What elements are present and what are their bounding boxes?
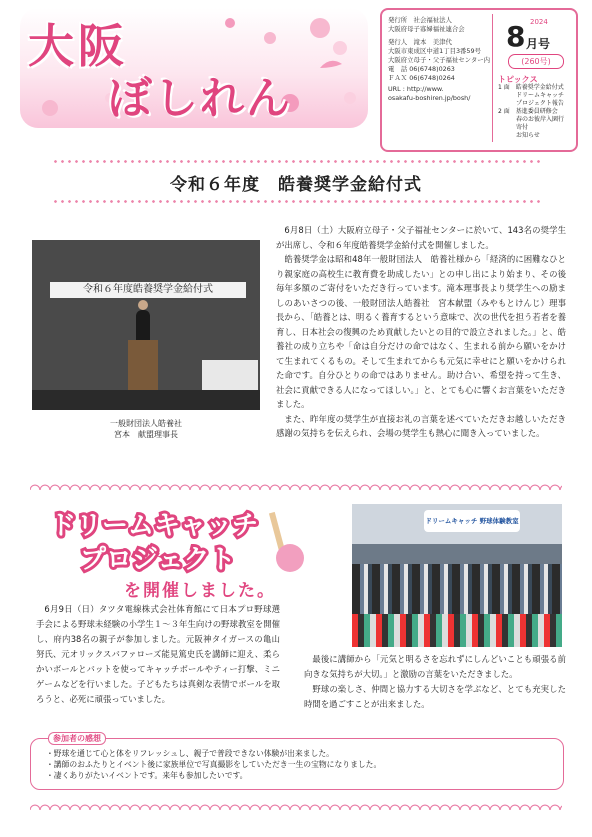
publisher-line: 大阪府立母子・父子福祉センター内 — [388, 56, 490, 64]
article2-body-right — [304, 652, 566, 712]
masthead-title-line2: ぼしれん — [108, 73, 292, 124]
paragraph: 6月8日（土）大阪府立母子・父子福祉センターに於いて、143名の奨学生が出席し、令和６年度皓養奨学金給付式を開催しました。 — [276, 225, 566, 250]
article1-body — [276, 223, 566, 441]
publisher-line: 電 話 06(6748)0263 — [388, 65, 455, 73]
dream-catch-title — [46, 502, 306, 578]
paragraph: 6月9日（日）タツタ電線株式会社体育館にて日本プロ野球選手会による野球未経験の小学生１〜３年生向けの野球教室を開催し、府内38名の親子が参加しました。元阪神タイガースの亀山努氏、元オリックスバファローズ能見篤史氏を講師に迎え、柔らかいボールとバットを使ってキャッチボールやティー打撃、ミニゲームなどを行いました。子どもたちは真剣な表情でボールを取ろうと、必死に頑張っていました。 — [36, 604, 280, 704]
scallop-divider — [30, 480, 562, 490]
paragraph: 皓養奨学金は昭和48年一般財団法人 皓養社様から「経済的に困難なひとり親家庭の高校生に教育費を助成したい」との申し出により始まり、その後毎年多額のご寄付をいただき行っています。滝本理事長より奨学生への励ましのあいさつの後、一般財団法人皓養社 宮本献盟（みやもとけんじ）理事長から、「皓養とは、明るく養育するという意味で、次の世代を担う若者を養育し、日本社会の復興のため貢献したいとの目的で設立されました。」と、皓養社の成り立ちや「命は自分だけの命ではなく、生まれる前から願いをかけて生まれてくるもの。そして生まれてからも元気に幸せにと願いをかけられた命です。自分ひとりの命ではありません。助け合い、希望を持って生き、社会に貢献できる人になってほしい。」と、とても心に響くお言葉をいただきました。 — [276, 254, 566, 409]
baseball-group-photo — [352, 504, 562, 647]
year-badge: 2024 — [530, 18, 548, 26]
month-number: 8 — [506, 20, 526, 53]
ceremony-photo — [32, 240, 260, 410]
caption-line: 宮本 献盟理事長 — [114, 430, 178, 439]
paragraph: 最後に講師から「元気と明るさを忘れずにしんどいことも頑張る前向きな気持ちが大切。」と激励の言葉をいただきました。 — [304, 654, 566, 679]
publisher-line: 大阪府母子寡婦福祉連合会 — [388, 25, 465, 33]
topic-item: ドリームキャッチ — [498, 92, 565, 99]
topics-heading: トピックス — [498, 75, 538, 84]
ceremony-caption — [32, 418, 260, 440]
impression-item: ・講師のおふたりとイベント後に家族単位で写真撮影をしていただき一生の宝物になりました。 — [46, 760, 382, 769]
issue-number: (260号) — [508, 54, 564, 69]
article1-headline: 令和６年度 皓養奨学金給付式 — [170, 175, 422, 195]
impression-item: ・野球を通じて心と体をリフレッシュし、親子で普段できない体験が出来ました。 — [46, 749, 334, 758]
caption-line: 一般財団法人皓養社 — [110, 419, 182, 428]
paragraph: 野球の楽しさ、仲間と協力する大切さを学ぶなど、とても充実した時間を過ごすことが出来ました。 — [304, 684, 566, 709]
dream-title-line1: ドリームキャッチ — [50, 511, 259, 541]
bottom-scallop-divider — [30, 800, 562, 810]
photo-banner: ドリームキャッチ 野球体験教室 — [424, 510, 520, 532]
dream-catch-subtitle: を開催しました。 — [124, 581, 276, 601]
headline-top-rule — [52, 160, 542, 163]
topic-item: お知らせ — [498, 132, 540, 139]
headline-bottom-rule — [52, 200, 542, 203]
impressions-list — [46, 748, 546, 781]
topics-list — [498, 84, 572, 140]
publisher-line: 発行所 社会福祉法人 — [388, 16, 452, 24]
masthead-title-line1: 大阪 — [28, 19, 128, 73]
topic-item: 春のお彼岸入園行 — [498, 116, 565, 123]
article2-body-left — [36, 602, 280, 707]
publisher-line: ＦＡＸ 06(6748)0264 — [388, 74, 455, 82]
dream-title-line2: プロジェクト — [80, 545, 236, 575]
topic-item: 2 面 基進委員研修会 — [498, 108, 558, 115]
publisher-divider — [492, 14, 493, 142]
impressions-heading: 参加者の感想 — [48, 732, 106, 745]
paragraph: また、昨年度の奨学生が直接お礼の言葉を述べていただきお越しいただき感謝の気持ちを伝えられ、会場の奨学生も熱心に聞き入っていました。 — [276, 413, 566, 438]
topic-item: プロジェクト報告 — [498, 100, 564, 107]
publisher-line: URL : http://www. — [388, 85, 444, 93]
publisher-line: osakafu-boshiren.jp/bosh/ — [388, 94, 471, 102]
topic-item: 寄付 — [498, 124, 529, 131]
topic-item: 1 面 皓養奨学金給付式 — [498, 84, 564, 91]
publisher-info — [388, 16, 492, 103]
impression-item: ・凄くありがたいイベントです。来年も参加したいです。 — [46, 771, 248, 780]
publisher-line: 大阪市東成区中道1丁目3番59号 — [388, 47, 481, 55]
ceremony-banner: 令和６年度皓養奨学金給付式 — [50, 282, 246, 298]
month-label: 月号 — [526, 37, 551, 51]
publisher-line: 発行人 滝本 美津代 — [388, 38, 452, 46]
baseball-glove-icon — [269, 512, 304, 572]
